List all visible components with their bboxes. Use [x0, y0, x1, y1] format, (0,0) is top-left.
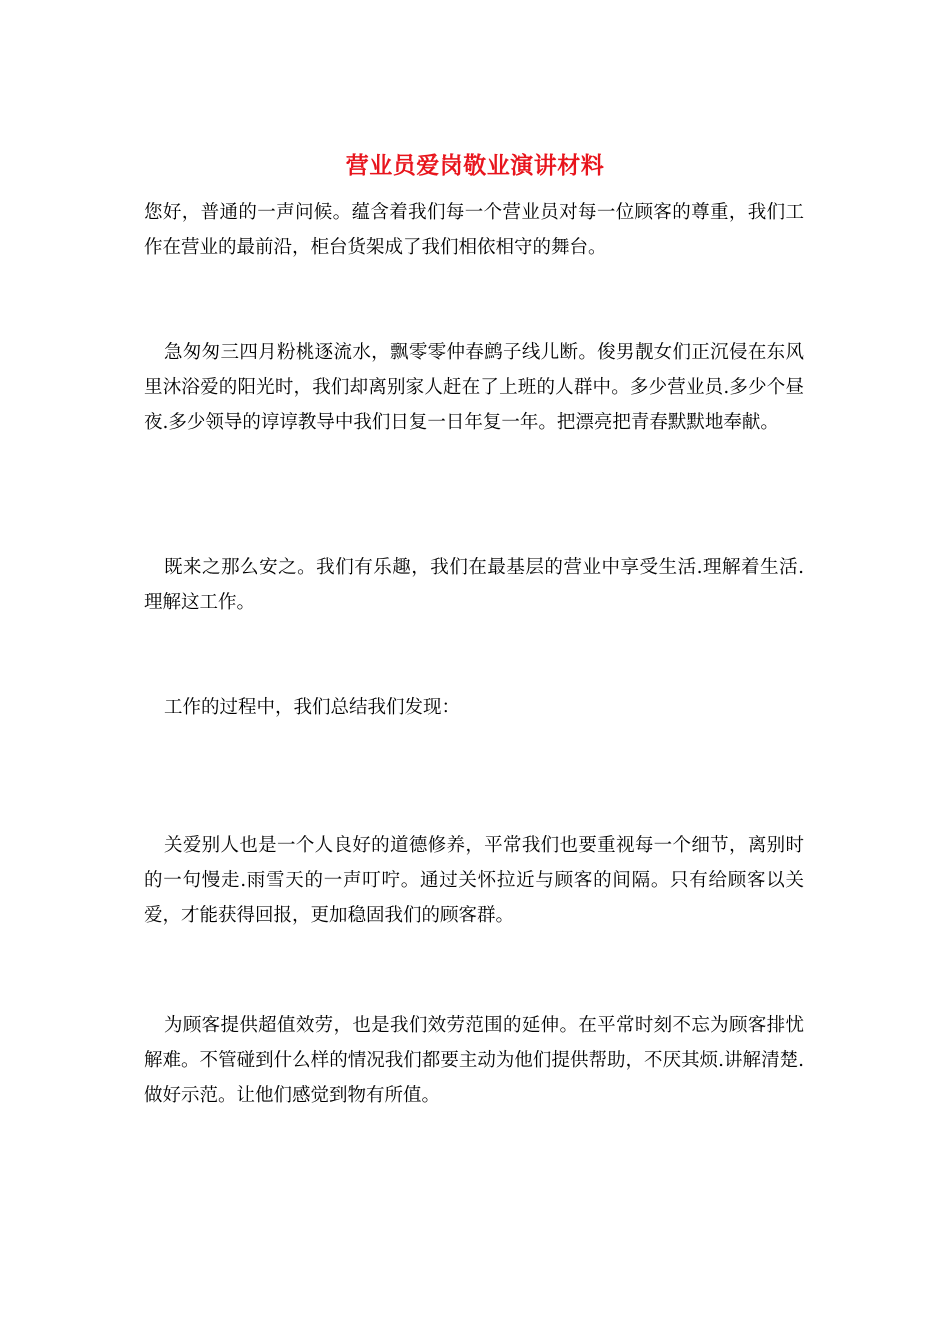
paragraph-5: 关爱别人也是一个人良好的道德修养，平常我们也要重视每一个细节，离别时的一句慢走.雨雪天的一声叮咛。通过关怀拉近与顾客的间隔。只有给顾客以关爱，才能获得回报，更加稳固我们的顾客群。: [144, 835, 804, 926]
paragraph-1: 您好，普通的一声问候。蕴含着我们每一个营业员对每一位顾客的尊重，我们工作在营业的最前沿，柜台货架成了我们相依相守的舞台。: [144, 202, 804, 258]
paragraph-3: 既来之那么安之。我们有乐趣，我们在最基层的营业中享受生活.理解着生活.理解这工作。: [144, 557, 804, 613]
paragraph-2: 急匆匆三四月粉桃逐流水，飘零零仲春鹧子线儿断。俊男靓女们正沉侵在东风里沐浴爱的阳光时，我们却离别家人赶在了上班的人群中。多少营业员.多少个昼夜.多少领导的谆谆教导中我们日复一日年复一年。把漂亮把青春默默地奉献。: [144, 342, 804, 433]
document-title: 营业员爱岗敬业演讲材料: [345, 152, 605, 179]
paragraph-6: 为顾客提供超值效劳，也是我们效劳范围的延伸。在平常时刻不忘为顾客排忧解难。不管碰到什么样的情况我们都要主动为他们提供帮助，不厌其烦.讲解清楚.做好示范。让他们感觉到物有所值。: [144, 1015, 804, 1106]
paragraph-4: 工作的过程中，我们总结我们发现：: [164, 697, 461, 718]
